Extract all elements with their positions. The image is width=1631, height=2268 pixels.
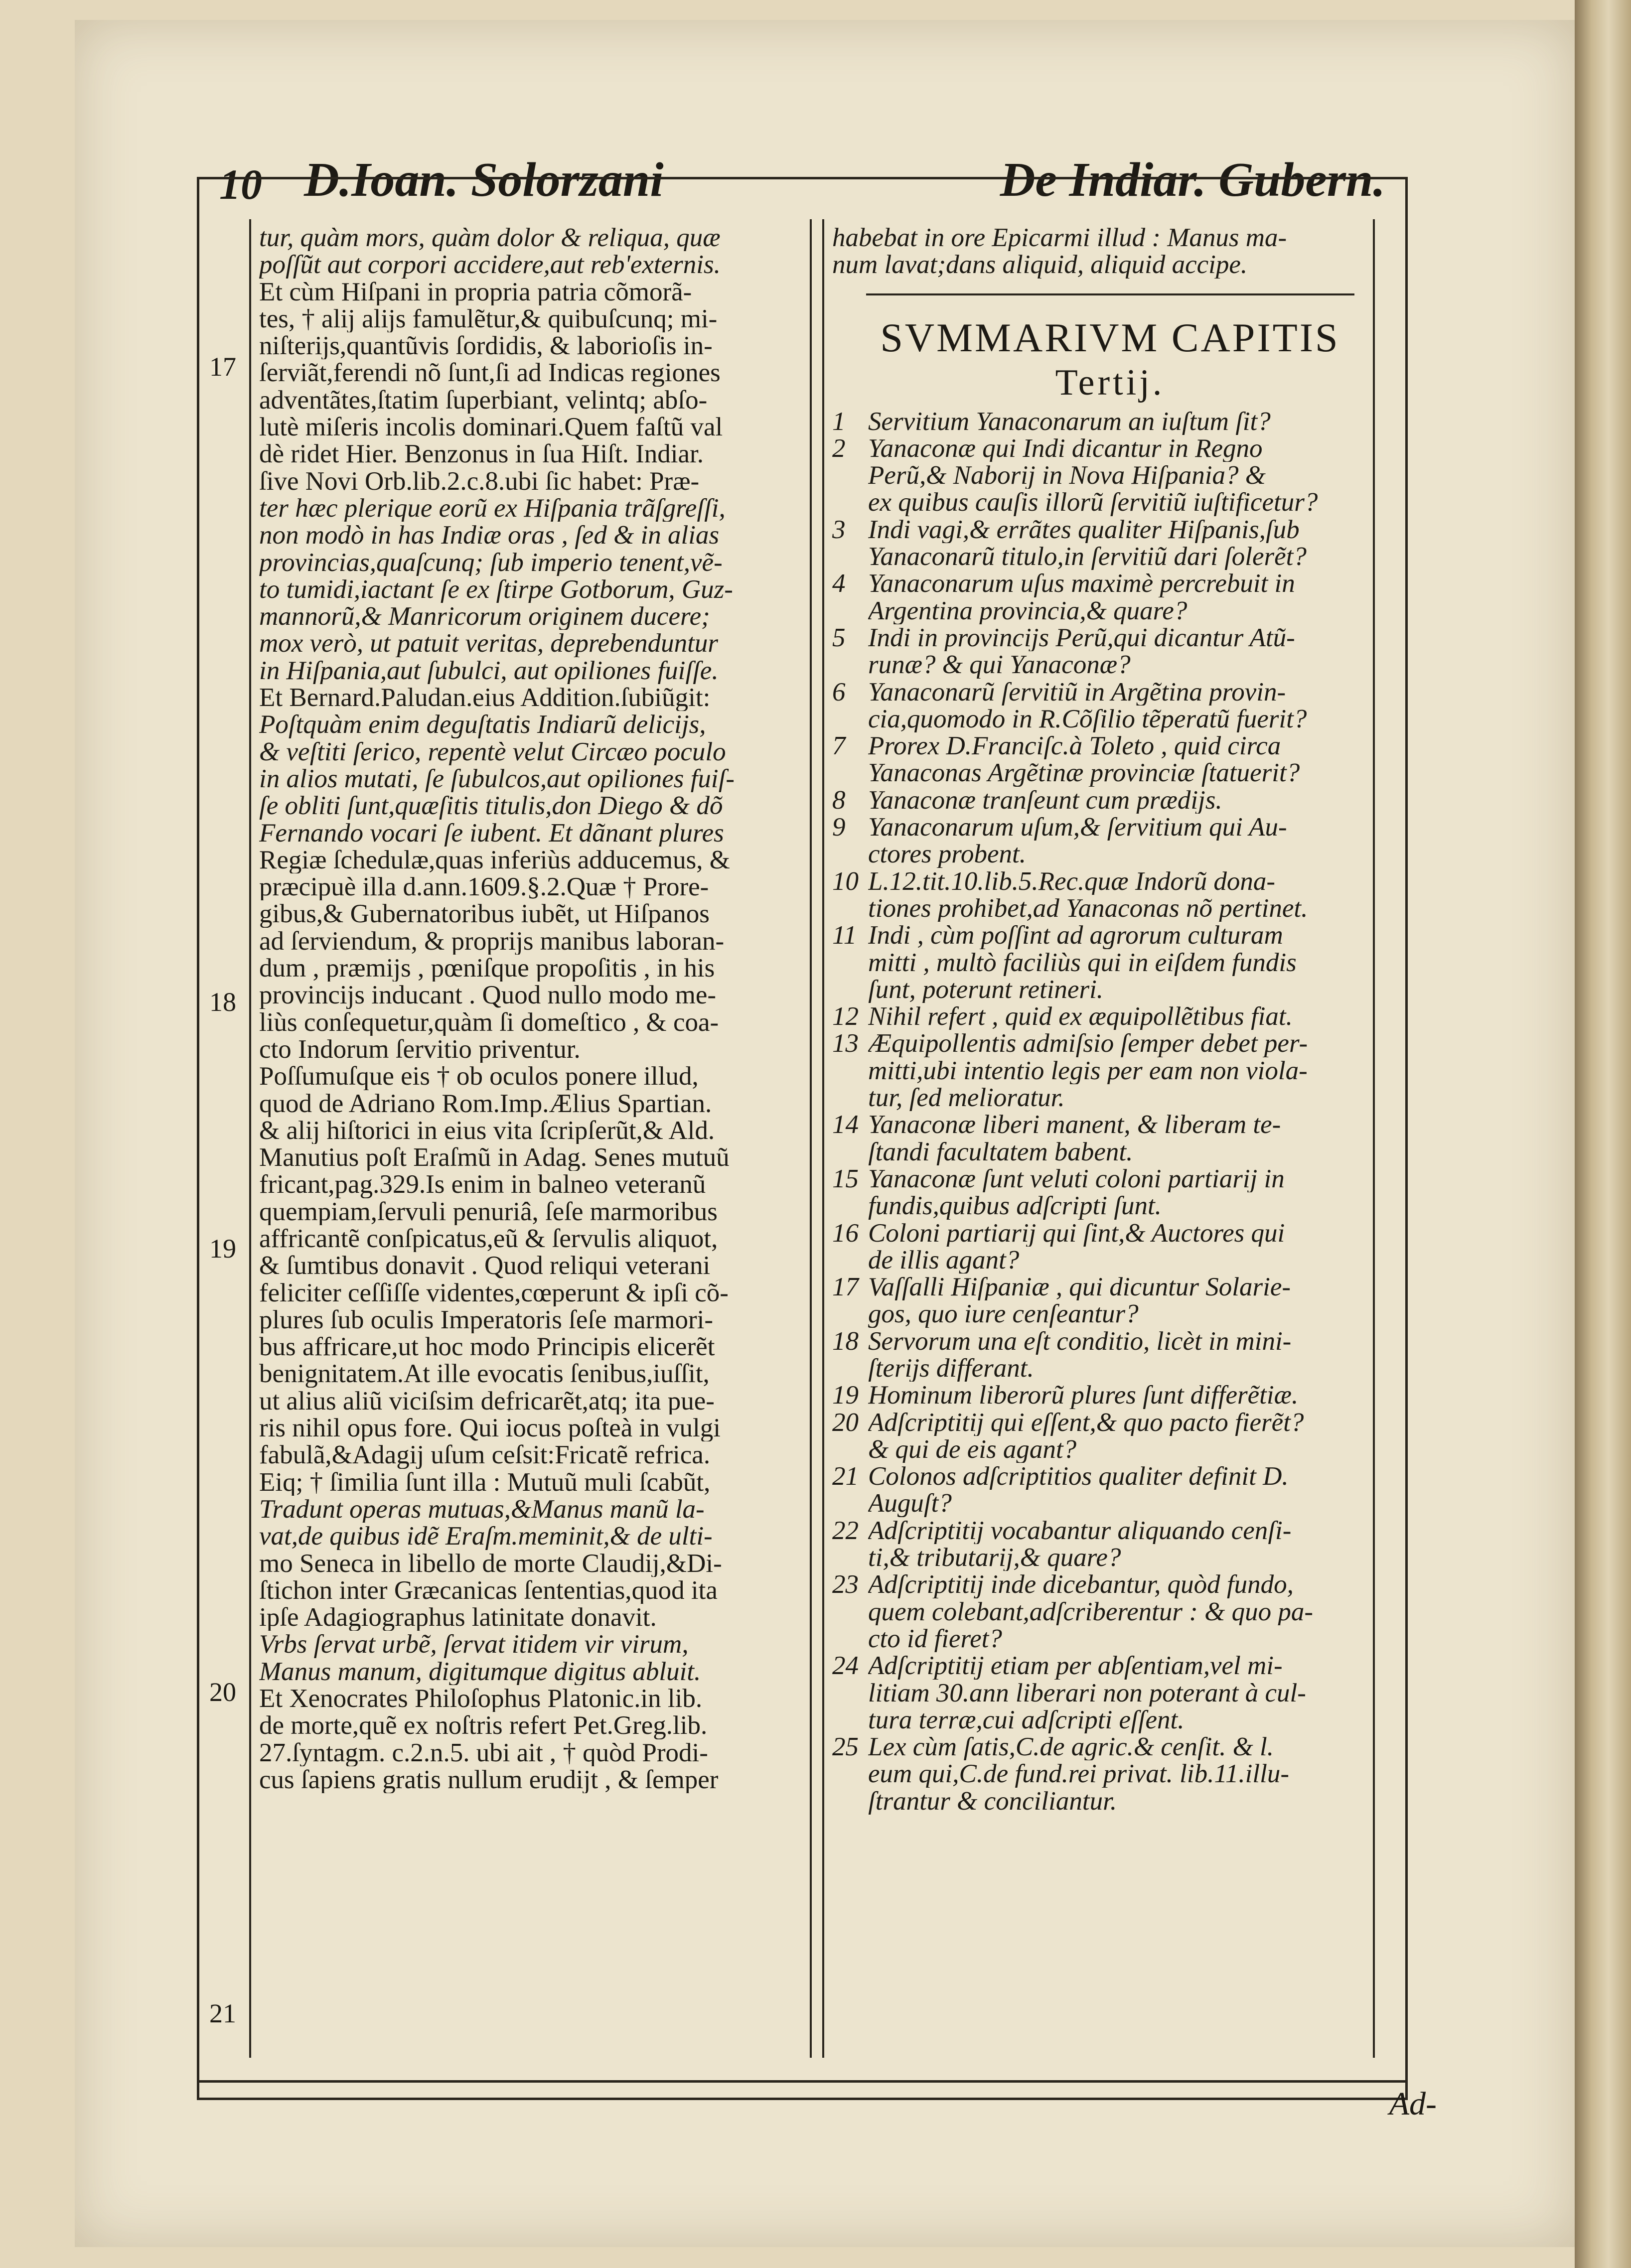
summary-item-line: Servorum una eſt conditio, licèt in mini- — [868, 1327, 1292, 1355]
summary-item-text — [868, 570, 1388, 624]
summary-item-text — [868, 1463, 1388, 1517]
text-line: mo Seneca in libello de morte Claudij,&Di- — [259, 1550, 722, 1577]
text-line: Regiæ ſchedulæ,quas inferiùs adducemus, & — [259, 846, 730, 874]
summary-item — [832, 1030, 1388, 1111]
text-line: in alios mutati, ſe ſubulcos,aut opiliones fuiſ- — [259, 765, 735, 793]
summary-item — [832, 435, 1388, 516]
text-line: ipſe Adagiographus latinitate donavit. — [259, 1604, 657, 1631]
summary-item-number: 14 — [832, 1110, 859, 1139]
summary-item-line: Vaſſalli Hiſpaniæ , qui dicuntur Solarie- — [868, 1274, 1291, 1301]
text-line: mox verò, ut patuit veritas, deprebenduntur — [259, 630, 718, 657]
text-line: ſerviãt,ferendi nõ ſunt,ſi ad Indicas regiones — [259, 359, 721, 387]
summary-item-line: L.12.tit.10.lib.5.Rec.quæ Indorũ dona- — [868, 867, 1276, 895]
text-line: fricant,pag.329.Is enim in balneo veteranũ — [259, 1171, 706, 1198]
text-line: fabulã,&Adagij uſum ceſsit:Fricatẽ refrica. — [259, 1441, 711, 1469]
margin-number: 20 — [209, 1677, 236, 1707]
summary-item-text — [868, 1409, 1388, 1463]
summary-item-text — [868, 435, 1388, 516]
text-line: provincias,quaſcunq; ſub imperio tenent,vẽ- — [259, 549, 723, 576]
summary-item-text — [868, 408, 1388, 435]
summary-item-line: ſtandi facultatem babent. — [868, 1138, 1133, 1165]
summary-item-line: Adſcriptitij qui eſſent,& quo pacto fierẽt? — [868, 1409, 1304, 1436]
summary-item-line: ti,& tributarij,& quare? — [868, 1544, 1121, 1571]
summary-item-text — [868, 624, 1388, 679]
catchword: Ad- — [1389, 2086, 1437, 2122]
summary-item-text — [868, 1111, 1388, 1165]
summary-item-line: de illis agant? — [868, 1246, 1020, 1274]
summary-item-number: 4 — [832, 569, 846, 598]
text-line: mannorũ,& Manricorum originem ducere; — [259, 603, 710, 630]
text-line: ter hæc plerique eorũ ex Hiſpania trãſgreſſi, — [259, 494, 726, 522]
bottom-rule — [197, 2080, 1405, 2083]
text-line: ad ſerviendum, & proprijs manibus laboran- — [259, 927, 725, 955]
summary-item — [832, 1111, 1388, 1165]
left-text-column — [259, 224, 802, 1793]
text-line: niſterijs,quantũvis ſordidis, & laborioſis in- — [259, 332, 713, 360]
summary-item-line: tur, ſed melioratur. — [868, 1084, 1065, 1112]
summary-item-number: 21 — [832, 1462, 859, 1491]
summary-item-line: eum qui,C.de fund.rei privat. lib.11.illu- — [868, 1760, 1289, 1788]
text-line: Manus manum, digitumque digitus abluit. — [259, 1658, 701, 1686]
summary-item-number: 7 — [832, 731, 846, 761]
summary-item — [832, 624, 1388, 679]
text-line: tur, quàm mors, quàm dolor & reliqua, quæ — [259, 224, 721, 252]
summary-item-number: 5 — [832, 623, 846, 652]
text-line: Tradunt operas mutuas,&Manus manũ la- — [259, 1495, 705, 1523]
summary-item-text — [868, 1165, 1388, 1220]
summary-item-line: gos, quo iure cenſeantur? — [868, 1300, 1139, 1328]
summary-item-line: cia,quomodo in R.Cõſilio tẽperatũ fuerit? — [868, 705, 1307, 733]
summary-item — [832, 1571, 1388, 1652]
summary-item-line: Indi in provincijs Perũ,qui dicantur Atũ- — [868, 624, 1295, 652]
page-number: 10 — [219, 160, 262, 208]
summary-item-line: Prorex D.Franciſc.à Toleto , quid circa — [868, 732, 1281, 760]
text-line: quempiam,ſervuli penuriâ, ſeſe marmoribus — [259, 1198, 718, 1225]
text-line: de morte,quẽ ex noſtris refert Pet.Greg.lib. — [259, 1712, 708, 1739]
text-line: dum , præmijs , pœniſque propoſitis , in his — [259, 955, 715, 982]
summary-item-number: 10 — [832, 866, 859, 896]
summary-item-text — [868, 1030, 1388, 1111]
text-line: tes, † alij alijs famulẽtur,& quibuſcunq; mi- — [259, 305, 718, 333]
summary-item-line: ſunt, poterunt retineri. — [868, 976, 1104, 1003]
summary-item-line: Servitium Yanaconarum an iuſtum ſit? — [868, 408, 1271, 435]
text-line: Manutius poſt Eraſmũ in Adag. Senes mutuũ — [259, 1144, 730, 1171]
text-line: quod de Adriano Rom.Imp.Ælius Spartian. — [259, 1090, 712, 1117]
summary-item-number: 16 — [832, 1218, 859, 1248]
text-line: provincijs inducant . Quod nullo modo me- — [259, 982, 717, 1009]
text-line: non modò in has Indiæ oras , ſed & in alias — [259, 522, 720, 549]
summary-item-number: 15 — [832, 1164, 859, 1193]
text-line: 27.ſyntagm. c.2.n.5. ubi ait , † quòd Prodi- — [259, 1739, 708, 1766]
book-spine — [1575, 0, 1631, 2268]
margin-number: 18 — [209, 987, 236, 1017]
summary-item-line: tiones prohibet,ad Yanaconas nõ pertinet. — [868, 894, 1308, 922]
running-title-work: De Indiar. Gubern. — [1000, 153, 1385, 207]
summary-item-text — [868, 1220, 1388, 1274]
summary-item-line: Coloni partiarij qui ſint,& Auctores qui — [868, 1219, 1285, 1247]
summary-item-line: Indi vagi,& errãtes qualiter Hiſpanis,ſub — [868, 516, 1300, 544]
summary-item-line: mitti , multò faciliùs qui in eiſdem fundis — [868, 949, 1297, 976]
summary-item — [832, 1382, 1388, 1409]
summary-item-text — [868, 814, 1388, 868]
text-line: Vrbs ſervat urbẽ, ſervat itidem vir virum, — [259, 1631, 689, 1658]
summary-title: SVMMARIVM CAPITIS — [880, 314, 1340, 360]
summary-item-line: cto id fieret? — [868, 1625, 1002, 1653]
summary-item-line: Yanaconarũ ſervitiũ in Argẽtina provin- — [868, 678, 1286, 706]
summary-item — [832, 1517, 1388, 1571]
summary-item — [832, 516, 1388, 570]
summary-item — [832, 1274, 1388, 1328]
summary-item-line: tura terræ,cui adſcripti eſſent. — [868, 1706, 1185, 1734]
summary-item — [832, 1733, 1388, 1815]
margin-number: 19 — [209, 1234, 236, 1264]
summary-item-number: 6 — [832, 677, 846, 707]
text-line: ſe obliti ſunt,quæſitis titulis,don Diego & dõ — [259, 792, 723, 820]
summary-item — [832, 814, 1388, 868]
text-line: adventãtes,ſtatim ſuperbiant, velintq; abſo- — [259, 386, 708, 414]
summary-list — [832, 408, 1388, 1815]
summary-item-text — [868, 1328, 1388, 1382]
text-line: Poſtquàm enim deguſtatis Indiarũ delicijs, — [259, 711, 706, 738]
summary-item — [832, 922, 1388, 1003]
summary-item-line: mitti,ubi intentio legis per eam non viola- — [868, 1057, 1308, 1085]
text-line: affricantẽ conſpicatus,eũ & ſervulis aliquot, — [259, 1225, 718, 1253]
summary-item-number: 25 — [832, 1732, 859, 1762]
summary-item-line: Adſcriptitij etiam per abſentiam,vel mi- — [868, 1652, 1283, 1680]
summary-item-text — [868, 1652, 1388, 1733]
text-line: Fernando vocari ſe iubent. Et dãnant plures — [259, 819, 724, 847]
summary-item-line: quem colebant,adſcriberentur : & quo pa- — [868, 1598, 1313, 1625]
summary-item-line: fundis,quibus adſcripti ſunt. — [868, 1192, 1162, 1220]
text-line: cus ſapiens gratis nullum erudijt , & ſemper — [259, 1766, 719, 1794]
text-line: plures ſub oculis Imperatoris ſeſe marmori- — [259, 1306, 714, 1334]
summary-item — [832, 1463, 1388, 1517]
text-line: Et cùm Hiſpani in propria patria cõmorã- — [259, 278, 692, 305]
summary-item-number: 1 — [832, 407, 846, 436]
summary-item-number: 20 — [832, 1408, 859, 1437]
summary-item-line: Nihil refert , quid ex æquipollẽtibus fiat. — [868, 1003, 1293, 1030]
summary-item — [832, 787, 1388, 814]
summary-item-line: Yanaconarum uſum,& ſervitium qui Au- — [868, 814, 1287, 841]
intro-line: habebat in ore Epicarmi illud : Manus ma- — [832, 224, 1287, 252]
summary-item — [832, 1003, 1388, 1030]
summary-item — [832, 679, 1388, 733]
margin-number: 17 — [209, 352, 236, 382]
summary-item-line: Yanaconas Argẽtinæ provinciæ ſtatuerit? — [868, 759, 1300, 787]
summary-item-line: Adſcriptitij vocabantur aliquando cenſi- — [868, 1517, 1292, 1545]
summary-item-text — [868, 787, 1388, 814]
summary-item-line: Auguſt? — [868, 1490, 952, 1517]
summary-item-number: 3 — [832, 515, 846, 544]
summary-item-line: Perũ,& Naborij in Nova Hiſpania? & — [868, 462, 1266, 489]
summary-item-text — [868, 1571, 1388, 1652]
summary-item-text — [868, 732, 1388, 787]
margin-number: 21 — [209, 1998, 236, 2028]
text-line: ut alius aliũ viciſsim defricarẽt,atq; ita pue- — [259, 1387, 715, 1415]
summary-item-line: runæ? & qui Yanaconæ? — [868, 651, 1131, 679]
summary-item-text — [868, 922, 1388, 1003]
summary-item-line: litiam 30.ann liberari non poterant à cul- — [868, 1679, 1306, 1706]
text-line: & veſtiti ſerico, repentè velut Circæo poculo — [259, 738, 726, 765]
summary-item — [832, 1328, 1388, 1382]
summary-item-text — [868, 1517, 1388, 1571]
summary-item-line: ctores probent. — [868, 841, 1026, 868]
text-line: cto Indorum ſervitio priventur. — [259, 1035, 581, 1063]
summary-item-number: 2 — [832, 433, 846, 463]
text-line: benignitatem.At ille evocatis ſenibus,iuſſit, — [259, 1360, 710, 1388]
summary-item-number: 8 — [832, 785, 846, 815]
summary-item-line: Yanaconæ qui Indi dicantur in Regno — [868, 434, 1263, 462]
summary-item-number: 18 — [832, 1326, 859, 1356]
text-line: to tumidi,iactant ſe ex ſtirpe Gotborum, Guz- — [259, 575, 733, 603]
summary-item-number: 11 — [832, 921, 857, 950]
column-rule-middle-a — [810, 219, 812, 2058]
summary-item-line: Yanaconarũ titulo,in ſervitiũ dari ſolerẽt? — [868, 543, 1307, 570]
summary-item-text — [868, 1274, 1388, 1328]
summary-item — [832, 408, 1388, 435]
summary-item — [832, 732, 1388, 787]
text-line: gibus,& Gubernatoribus iubẽt, ut Hiſpanos — [259, 900, 710, 928]
summary-item-text — [868, 679, 1388, 733]
summary-item-text — [868, 868, 1388, 922]
text-line: & alij hiſtorici in eius vita ſcripſerũt,& Ald. — [259, 1117, 715, 1144]
summary-item-line: Argentina provincia,& quare? — [868, 597, 1187, 624]
summary-item-number: 23 — [832, 1570, 859, 1599]
summary-item — [832, 570, 1388, 624]
text-line: Et Bernard.Paludan.eius Addition.ſubiũgit: — [259, 684, 711, 711]
summary-item-line: Yanaconæ tranſeunt cum prædijs. — [868, 786, 1222, 814]
summary-item — [832, 1165, 1388, 1220]
text-line: vat,de quibus idẽ Eraſm.meminit,& de ulti- — [259, 1523, 713, 1550]
column-rule-left — [249, 219, 251, 2058]
summary-item-number: 22 — [832, 1516, 859, 1545]
summary-item — [832, 1409, 1388, 1463]
text-line: ſtichon inter Græcanicas ſententias,quod ita — [259, 1576, 718, 1604]
summary-item-number: 19 — [832, 1381, 859, 1410]
summary-item-number: 24 — [832, 1651, 859, 1681]
summary-item-text — [868, 1003, 1388, 1030]
summary-item-line: ſterijs differant. — [868, 1354, 1034, 1382]
summary-item-line: Lex cùm ſatis,C.de agric.& cenſit. & l. — [868, 1733, 1274, 1761]
text-line: & ſumtibus donavit . Quod reliqui veterani — [259, 1252, 711, 1279]
text-line: Et Xenocrates Philoſophus Platonic.in lib. — [259, 1685, 703, 1712]
text-line: Poſſumuſque eis † ob oculos ponere illud, — [259, 1063, 699, 1090]
section-divider — [866, 293, 1354, 295]
right-text-column — [832, 224, 1388, 1815]
text-line: poſſũt aut corpori accidere,aut reb'externis. — [259, 251, 721, 279]
summary-item-text — [868, 1382, 1388, 1409]
summary-item-line: ſtrantur & conciliantur. — [868, 1787, 1117, 1815]
text-line: Eiq; † ſimilia ſunt illa : Mutuũ muli ſcabũt, — [259, 1468, 711, 1496]
text-line: dè ridet Hier. Benzonus in ſua Hiſt. Indiar. — [259, 440, 704, 468]
summary-item-number: 13 — [832, 1029, 859, 1058]
summary-item-text — [868, 1733, 1388, 1815]
text-line: in Hiſpania,aut ſubulci, aut opiliones fuiſſe. — [259, 657, 719, 685]
text-line: ſive Novi Orb.lib.2.c.8.ubi ſic habet: Præ- — [259, 467, 700, 495]
text-line: bus affricare,ut hoc modo Principis elicerẽt — [259, 1333, 715, 1361]
summary-item-line: & qui de eis agant? — [868, 1435, 1077, 1463]
summary-item — [832, 1652, 1388, 1733]
summary-item-number: 12 — [832, 1002, 859, 1031]
column-rule-middle-b — [822, 219, 824, 2058]
summary-item-line: Indi , cùm poſſint ad agrorum culturam — [868, 922, 1283, 949]
text-line: liùs conſequetur,quàm ſi domeſtico , & coa- — [259, 1008, 719, 1036]
text-line: ris nihil opus fore. Qui iocus poſteà in vulgi — [259, 1415, 721, 1442]
text-line: lutè miſeris incolis dominari.Quem faſtũ val — [259, 414, 723, 441]
summary-item-line: Adſcriptitij inde dicebantur, quòd fundo, — [868, 1571, 1294, 1598]
text-line: feliciter ceſſiſſe videntes,cœperunt & ipſi cõ- — [259, 1279, 729, 1306]
summary-item-line: Yanaconæ liberi manent, & liberam te- — [868, 1111, 1281, 1138]
summary-item-number: 9 — [832, 813, 846, 842]
summary-item-line: Yanaconarum uſus maximè percrebuit in — [868, 570, 1295, 597]
summary-item-line: Æquipollentis admiſsio ſemper debet per- — [868, 1030, 1308, 1057]
summary-item — [832, 868, 1388, 922]
summary-subtitle: Tertij. — [1055, 362, 1165, 403]
summary-item-text — [868, 516, 1388, 570]
summary-item-line: Colonos adſcriptitios qualiter definit D. — [868, 1463, 1289, 1490]
summary-item — [832, 1220, 1388, 1274]
summary-item-line: ex quibus cauſis illorũ ſervitiũ iuſtificetur? — [868, 489, 1318, 516]
summary-item-line: Yanaconæ ſunt veluti coloni partiarij in — [868, 1165, 1285, 1193]
running-title-author: D.Ioan. Solorzani — [304, 153, 664, 207]
intro-line: num lavat;dans aliquid, aliquid accipe. — [832, 251, 1248, 279]
text-line: præcipuè illa d.ann.1609.§.2.Quæ † Prore- — [259, 873, 709, 901]
summary-item-number: 17 — [832, 1273, 859, 1302]
summary-item-line: Hominum liberorũ plures ſunt differẽtiæ. — [868, 1382, 1299, 1409]
